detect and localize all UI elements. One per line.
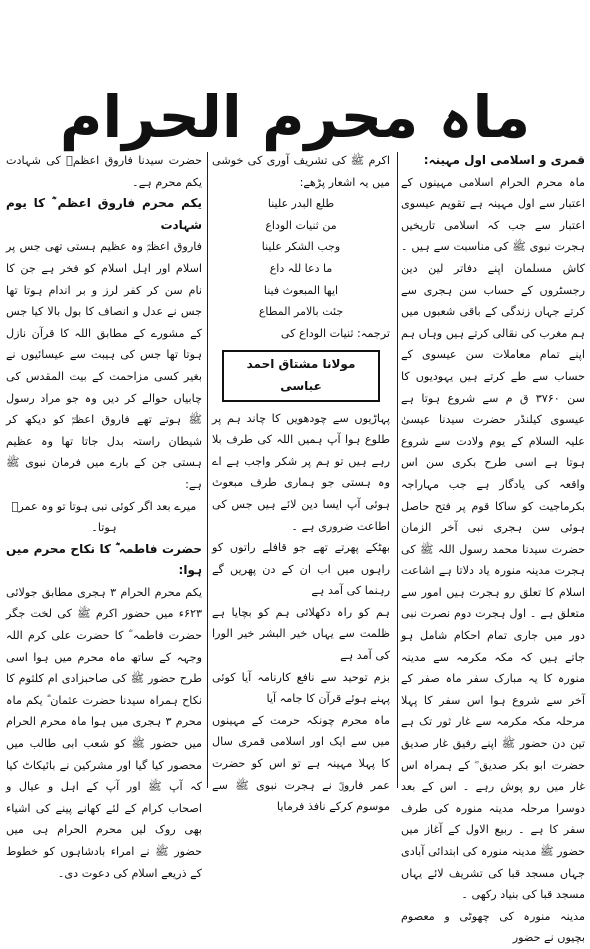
paragraph: فاروق اعظمؓ وہ عظیم ہستی تھی جس پر اسلام اور اہل اسلام کو فخر ہے جن کا نام سن کر کفر لرز و بر اندام ہوتا تھا جس نے عدل و انصاف کا بول بالا کیا جس کے مشورے کے مطابق اللہ کا قرآن نازل ہوتا تھا جس کی ہیبت سے عیسائیوں نے بغیر کسی مزاحمت کے بیت المقدس کی چابیاں حوالے کر دیں وہ جو مراد رسول ﷺ ہوتے تھے فاروق اعظمؓ کو دیکھ کر شیطان راستہ بدل جاتا تھا وہ عظیم ہستی جن کے بارے میں فرمان نبوی ﷺ ہے: [6, 240, 202, 491]
paragraph: بزم توحید سے نافع کارنامہ آیا کوئی پہنے ہوئے قرآن کا جامہ آیا [212, 670, 390, 706]
poem-line: جئت بالامر المطاع [258, 305, 344, 319]
paragraph: پہاڑیوں سے چودھویں کا چاند ہم پر طلوع ہوا آپ ہمیں اللہ کی طرف بلا رہے ہیں تو ہم پر شکر واجب ہے اے وہ ہستی جو ہماری طرف مبعوث ہوئی آپ ایسا دین لائے ہیں جس کی اطاعت ضروری ہے ۔ [212, 411, 390, 533]
poem-line: من ثنیات الوداع [265, 218, 337, 232]
poem-line: ایھا المبعوث فینا [263, 283, 339, 297]
translation-label: ترجمہ: ثنیات الوداع کی [280, 326, 390, 340]
paragraph: یکم محرم الحرام ۳ ہجری مطابق جولائی ۶۲۳ء میں حضور اکرم ﷺ کی لخت جگر حضرت فاطمہ ؓ کا حضرت علی کرم اللہ وجہہ کے ساتھ ماہ محرم میں ہوا اسی طرح حضور ﷺ کی صاحبزادی ام کلثوم کا نکاح ہمراہ سیدنا حضرت عثمان ؓ یکم ماہ محرم ۳ ہجری میں ہوا ماہ محرم الحرام میں حضور ﷺ کو شعب ابی طالب میں محصور کیا گیا اور مشرکین نے بائیکاٹ کیا کہ آپ ﷺ اور آپ کے اہل و عیال و اصحاب کرام کے لئے کھانے پینے کی اشیاء بھی روک لیں محرم الحرام ہی میں حضور ﷺ نے امراء بادشاہوں کو خطوط کے ذریعے اسلام کی دعوت دی۔ [6, 585, 202, 880]
section-heading: حضرت فاطمہ ؓ کا نکاح محرم میں ہوا: [6, 541, 202, 578]
paragraph: مدینہ منورہ کی چھوٹی و معصوم بچیوں نے حضور [401, 909, 585, 945]
paragraph: بھٹکے پھرتے تھے جو قافلے راتوں کو راہوں میں اب ان کے دن پھریں گے رہنما کی آمد ہے [212, 541, 390, 598]
poem [212, 193, 390, 323]
paragraph: اکرم ﷺ کی تشریف آوری کی خوشی میں یہ اشعار پڑھے: [212, 154, 390, 189]
quote: میرے بعد اگر کوئی نبی ہوتا تو وہ عمرؓ ہوتا۔ [11, 499, 197, 535]
section-heading: یکم محرم فاروق اعظم ؓ کا یوم شہادت [6, 196, 202, 232]
column-divider-left [207, 152, 208, 788]
column-middle [212, 150, 390, 814]
column-left [6, 150, 202, 880]
paragraph: حضرت سیدنا فاروق اعظمؓ کی شہادت یکم محرم ہے۔ [6, 154, 202, 189]
section-heading: قمری و اسلامی اول مہینہ: [423, 153, 585, 167]
column-right [401, 150, 585, 945]
poem-line: ما دعا للہ داع [269, 261, 333, 275]
poem-line: وجب الشکر علینا [261, 240, 341, 254]
paragraph: ہم کو راہ دکھلائی ہم کو بچایا ہے ظلمت سے یہاں خیر البشر خیر الورا کی آمد ہے [212, 605, 390, 663]
page-title: ماہ محرم الحرام [59, 83, 531, 151]
paragraph: ماہ محرم چونکہ حرمت کے مہینوں میں سے ایک اور اسلامی قمری سال کا پہلا مہینہ ہے تو اس کو حضرت عمر فاروقؓ نے ہجرت نبوی ﷺ سے موسوم کرکے نافذ فرمایا [212, 713, 390, 814]
paragraph: ماہ محرم الحرام اسلامی مہینوں کے اعتبار سے اول مہینہ ہے تقویم عیسوی اعتبار سے جب کہ اسلامی تاریخیں ہجرت نبوی ﷺ کی مناسبت سے ہیں ۔ کاش مسلمان اپنے دفاتر لین دین رجسٹروں کے حساب سن ہجری سے کرتے جہاں زندگی کے باقی شعبوں میں ہم مغرب کی نقالی کرتے ہیں وہاں ہم اپنے تمام معاملات سن عیسوی کے حساب سے طے کرتے ہیں یہودیوں کا سن ۳۷۶۰ ق م سے شروع ہوتا ہے عیسوی کیلنڈر حضرت سیدنا عیسیٰ علیہ السلام کے یوم ولادت سے شروع ہوتا ہے اسی طرح بکری سن اس واقعہ کی یادگار ہے جب مہاراجہ بکرماجیت کو ساکا قوم پر فتح حاصل ہوئی سن ہجری نبی آخر الزمان حضرت سیدنا محمد رسول اللہ ﷺ کی ہجرت مدینہ منورہ یاد دلاتا ہے اشاعت اسلام کا تعلق رو ہجرت ہیں امور سے متعلق ہے ۔ اول ہجرت دوم نصرت نبی دور میں جاری تمام احکام شامل ہو جاتے ہیں کہ مکہ مکرمہ سے مدینہ منورہ کا یہ مبارک سفر ماہ صفر کے آخر سے شروع ہوا اس سفر کا پہلا مرحلہ مکہ مکرمہ سے غار ثور تک ہے تین دن حضور ﷺ اپنے رفیق غار صدیق حضرت ابو بکر صدیق ؓ کے ہمراہ اس غار میں رو پوش رہے ۔ اس کے بعد دوسرا مرحلہ مدینہ منورہ کی طرف سفر کا ہے ۔ ربیع الاول کے آغاز میں حضور ﷺ مدینہ منورہ کی ابتدائی آبادی جہاں مسجد قبا کی تشریف لائے یہاں مسجد قبا کی بنیاد رکھی ۔ [401, 175, 585, 902]
author-byline: مولانا مشتاق احمد عباسی [222, 350, 380, 401]
poem-line: طلع البدر علینا [267, 197, 335, 211]
column-divider-right [397, 152, 398, 788]
